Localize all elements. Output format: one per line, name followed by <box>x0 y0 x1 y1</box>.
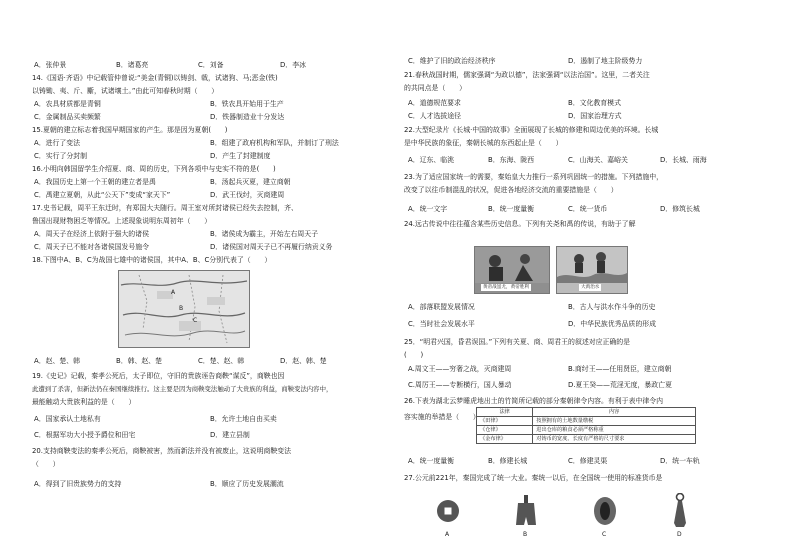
q26-option-a[interactable]: A．统一度量衡 <box>408 457 455 465</box>
q26-option-c[interactable]: C．修建灵渠 <box>568 457 608 465</box>
q21-option-b[interactable]: B．文化教育模式 <box>568 99 621 107</box>
q19-line-2: 此遭到了杀害，但新法仍在秦国继续推行。这主要是因为商鞅变法触动了大贵族的利益，商鞅变法内容中， <box>32 385 333 393</box>
q24-picture-huangdi <box>474 246 550 294</box>
q17-option-c[interactable]: C．周天子已不能对各诸侯国发号施令 <box>34 243 150 251</box>
law-name-cell: 《仓律》 <box>477 426 533 435</box>
q21-option-a[interactable]: A．道德规范要求 <box>408 99 461 107</box>
q23-line-2: 改变了以往币制混乱的状况，促进各地经济交流的重要措施是（ ） <box>404 186 618 194</box>
q24-option-a[interactable]: A．部落联盟发展情况 <box>408 303 475 311</box>
q25-line-1: 25．“明君兴国，昏君误国。”下列有关夏、商、周君王的叙述对应正确的是 <box>404 338 631 346</box>
law-content-cell: 对铸币的宽度、长度有严格的尺寸要求 <box>533 435 696 444</box>
q13-option-d[interactable]: D．李冰 <box>280 61 306 69</box>
table-row <box>477 435 696 444</box>
q17-line-1: 17.史书记载，周平王东迁时，有郑国大夫随行。周王室对所封诸侯已经失去控制，齐、 <box>32 204 298 212</box>
q21-line-1: 21.春秋战国时期，儒家强调“为政以德”，法家强调“以法治国”。这里，二者关注 <box>404 71 650 79</box>
q14-option-c[interactable]: C．金属制品买卖频繁 <box>34 113 101 121</box>
q17-option-d[interactable]: D．诸侯国对周天子已不再履行纳贡义务 <box>210 243 333 251</box>
q20-line-2: （ ） <box>32 460 60 468</box>
map-label-a: A <box>171 289 176 296</box>
q13-option-c[interactable]: C．刘备 <box>198 61 224 69</box>
q22-option-a[interactable]: A．辽东、临洮 <box>408 156 455 164</box>
q16-option-c[interactable]: C．禹建立夏朝，从此“公天下”变成“家天下” <box>34 191 171 199</box>
q19-option-d[interactable]: D．建立县制 <box>210 431 250 439</box>
map-label-c: C <box>193 317 198 324</box>
q14-option-a[interactable]: A．农具材质都是青铜 <box>34 100 101 108</box>
warring-states-map <box>118 270 250 348</box>
q20-line-1: 20.支持商鞅变法的秦孝公死后，商鞅被害，然而新法并没有被废止，这说明商鞅变法 <box>32 447 292 455</box>
q23-option-d[interactable]: D．修筑长城 <box>660 205 700 213</box>
dayu-picture-art <box>557 247 627 283</box>
q23-option-a[interactable]: A．统一文字 <box>408 205 448 213</box>
q24-caption-2: 大禹治水 <box>581 285 600 290</box>
law-content-cell: 按照拥有的土地数量缴税 <box>533 417 696 426</box>
coin-c-shell-icon[interactable] <box>592 495 618 531</box>
coin-label-c: C <box>602 531 607 538</box>
q23-option-c[interactable]: C．统一货币 <box>568 205 608 213</box>
law-name-cell: 《田律》 <box>477 417 533 426</box>
q15-option-d[interactable]: D．产生了封建制度 <box>210 152 271 160</box>
q26-option-b[interactable]: B．修建长城 <box>488 457 528 465</box>
q16-option-d[interactable]: D．武王伐纣，灭商建周 <box>210 191 285 199</box>
q21-line-2: 的共同点是（ ） <box>404 84 467 92</box>
q25-option-d[interactable]: D.夏王癸——荒淫无度，暴政亡夏 <box>568 381 672 389</box>
q22-option-c[interactable]: C．山海关、嘉峪关 <box>568 156 628 164</box>
q18-option-b[interactable]: B．韩、赵、楚 <box>116 357 163 365</box>
q18-option-d[interactable]: D．赵、韩、楚 <box>280 357 327 365</box>
huangdi-picture-art <box>475 247 549 283</box>
q22-option-d[interactable]: D．长城、雨海 <box>660 156 707 164</box>
q22-line-2: 是中华民族的象征，秦朝长城的东西起止是（ ） <box>404 139 563 147</box>
q27-line-1: 27.公元前221年，秦国完成了统一大业。秦统一以后，在全国统一使用的标准货币是 <box>404 474 663 482</box>
qin-law-table <box>476 407 696 444</box>
q19-option-c[interactable]: C．根据军功大小授予爵位和田宅 <box>34 431 136 439</box>
q14-option-d[interactable]: D．铁器制造业十分发达 <box>210 113 285 121</box>
q17-line-2: 鲁国出现财物困乏等情况。上述现象说明东周初年（ ） <box>32 217 212 225</box>
coin-label-b: B <box>523 531 528 538</box>
q15-line-1: 15.夏朝的建立标志着我国早期国家的产生。那是因为夏朝( ) <box>32 126 228 134</box>
q21-option-c[interactable]: C．人才选拔途径 <box>408 112 462 120</box>
q24-line-1: 24.远古传说中往往蕴含某些历史信息。下列有关尧和禹的传说，有助于了解 <box>404 220 636 228</box>
q14-option-b[interactable]: B．铁农具开始用于生产 <box>210 100 284 108</box>
q19-option-b[interactable]: B．允许土地自由买卖 <box>210 415 277 423</box>
q26-line-2: 容实施的举措是（ ） <box>404 413 480 421</box>
q23-line-1: 23.为了适应国家统一的需要，秦始皇大力推行一系列巩固统一的措施。下列措施中， <box>404 173 664 181</box>
law-head-law: 法律 <box>477 408 533 417</box>
q14-line-1: 14.《国语·齐语》中记载管仲曾说:“美金(青铜)以铸剑、戟，试诸狗、马;恶金(铁) <box>32 74 278 82</box>
q20-option-b[interactable]: B．顺应了历史发展潮流 <box>210 480 284 488</box>
map-label-b: B <box>179 305 184 312</box>
q15-option-a[interactable]: A．进行了变法 <box>34 139 81 147</box>
coin-label-d: D <box>677 531 682 538</box>
q16-option-b[interactable]: B．汤起兵灭夏，建立商朝 <box>210 178 291 186</box>
q26-line-1: 26.下表为湖北云梦睡虎地出土的竹简所记载的部分秦朝律令内容。有利于表中律令内 <box>404 397 664 405</box>
q25-line-2: ( ) <box>404 351 424 359</box>
q24-option-c[interactable]: C．当时社会发展水平 <box>408 320 475 328</box>
law-content-cell: 进出仓库的粮食必须严格称重 <box>533 426 696 435</box>
q22-line-1: 22.大型纪录片《长城·中国的故事》全面展现了长城的修建和周边优美的环境。长城 <box>404 126 659 134</box>
left-column <box>14 0 386 549</box>
q17-option-b[interactable]: B．诸侯成为霸主，开始左右周天子 <box>210 230 319 238</box>
q18-option-a[interactable]: A．赵、楚、韩 <box>34 357 81 365</box>
q13-option-a[interactable]: A．张仲景 <box>34 61 67 69</box>
q24-option-d[interactable]: D．中华民族优秀品质的形成 <box>568 320 656 328</box>
q25-option-c[interactable]: C.周厉王——专断横行，国人暴动 <box>408 381 512 389</box>
coin-label-a: A <box>445 531 450 538</box>
q20-option-c[interactable]: C．维护了旧的政治经济秩序 <box>408 57 496 65</box>
q17-option-a[interactable]: A．周天子在经济上依附于强大的诸侯 <box>34 230 149 238</box>
q20-option-a[interactable]: A．得到了旧贵族势力的支持 <box>34 480 122 488</box>
q23-option-b[interactable]: B．统一度量衡 <box>488 205 535 213</box>
map-drawing <box>119 271 249 347</box>
coin-d-knife-icon[interactable] <box>670 493 690 531</box>
q16-option-a[interactable]: A．我国历史上第一个王朝的建立者是禹 <box>34 178 156 186</box>
coin-a-round-icon[interactable] <box>436 495 460 531</box>
q25-option-a[interactable]: A.周文王——穷奢之战，灭商建周 <box>408 365 512 373</box>
law-head-content: 内容 <box>533 408 696 417</box>
q24-picture-dayu <box>556 246 628 294</box>
right-column <box>404 0 780 549</box>
q15-option-b[interactable]: B．组建了政府机构和军队，并制订了刑法 <box>210 139 339 147</box>
q14-line-2: 以铸锄、夷、斤、斸，试诸壤土。”由此可知春秋时期（ ） <box>32 87 219 95</box>
q21-option-d[interactable]: D．国家治理方式 <box>568 112 622 120</box>
q18-option-c[interactable]: C．楚、赵、韩 <box>198 357 245 365</box>
q22-option-b[interactable]: B．东海、陇西 <box>488 156 535 164</box>
q26-option-d[interactable]: D．统一车轨 <box>660 457 700 465</box>
law-name-cell: 《金布律》 <box>477 435 533 444</box>
q19-option-a[interactable]: A．国家承认土地私有 <box>34 415 101 423</box>
q16-line-1: 16.小明向韩国留学生介绍夏、商、周的历史，下列各项中与史实不符的是( ) <box>32 165 276 173</box>
table-row <box>477 417 696 426</box>
q24-option-b[interactable]: B．古人与洪水作斗争的历史 <box>568 303 656 311</box>
q20-option-d[interactable]: D．遏制了地主阶级势力 <box>568 57 643 65</box>
q13-option-b[interactable]: B．诸葛亮 <box>116 61 149 69</box>
law-table-header <box>477 408 696 417</box>
table-row <box>477 426 696 435</box>
coin-b-spade-icon[interactable] <box>514 495 538 531</box>
q18-line-1: 18.下图中A、B、C为战国七雄中的诸侯国，其中A、B、C分别代表了（ ） <box>32 256 272 264</box>
q25-option-b[interactable]: B.商纣王——任用贤臣，建立商朝 <box>568 365 672 373</box>
q24-caption-1: 黄帝战蚩尤，黄帝胜利 <box>483 285 529 290</box>
q19-line-1: 19.《史记》记载，秦孝公死后，太子即位，守旧的贵族诬告商鞅“谋反”，商鞅也因 <box>32 372 285 380</box>
q19-line-3: 最能触动大贵族利益的是（ ） <box>32 398 136 406</box>
q15-option-c[interactable]: C．实行了分封制 <box>34 152 88 160</box>
